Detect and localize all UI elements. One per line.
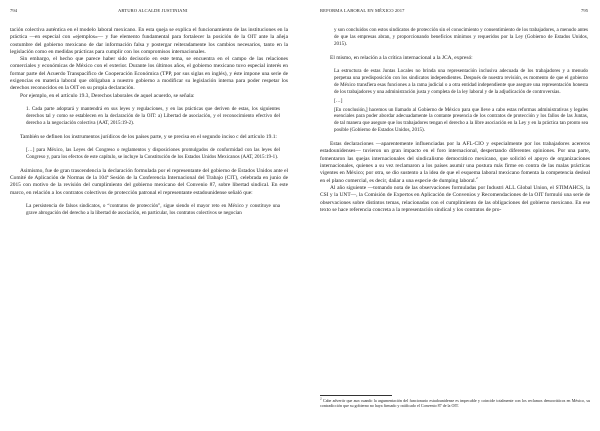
quote-text: La estructura de estas Juntas Locales no brinda una representación inclusiva adecuada de los trabajadores y a menudo perpetua una predisposición con los sindicatos independientes. Después de nuestra revisión, es momento de que el gobierno de México transfiera esas funciones a la rama judicial o a otra entidad independiente que asegure una representación honesta de los trabajadores y una administración justa y completa de la ley laboral y de la adjudicación de controversias. bbox=[334, 68, 588, 95]
paragraph bbox=[320, 141, 590, 185]
footnote-number: 2 bbox=[320, 396, 322, 401]
paragraph: También se definen los instrumentos jurídicos de los países parte, y se precisa en el segundo inciso c del artículo 19.1: bbox=[20, 133, 277, 140]
block-quote bbox=[334, 68, 588, 134]
footnote-text: Cabe advertir que aun cuando la argumentación del funcionario estadounidense es impecable y coincide totalmente con los reclamos democráticos en México, su contradicción que su gobierno no haya firmado y ratificado el Convenio 87 de la OIT. bbox=[320, 398, 590, 409]
paragraph-text: Estas declaraciones —aparentemente influenciadas por la AFL-CIO y especialmente por los trabajadores acereros estadounidenses— tuvieron un gran impacto en el foro internacional, despertando diferentes opiniones. Por una parte, fomentaron las quejas internacionales del sindicalismo democrático mexicano, que solicitó el apoyo de organizaciones internacionales, quienes a su vez reclamaron a los países asumir una postura más firme en contra de las malas prácticas vigentes en México; por otra, se dio sustento a la idea de que el esquema laboral mexicano fomenta la competencia desleal en el plano comercial, es decir, dañar a una especie de dumping laboral. bbox=[320, 141, 590, 184]
paragraph: Sin embargo, el hecho que parece haber sido decisorio en este tema, se encuentra en el campo de las relaciones comerciales y económicas de México con el exterior. Durante los últimos años, el gobierno mexicano tuvo especial interés en formar parte del Acuerdo Transpacífico de Cooperación Económica (TPP, por sus siglas en inglés), y éste impone una serie de exigencias en materia laboral que obligaban a nuestro gobierno a modificar su legislación interna para poder respetar los derechos reconocidos en la OIT en su propia declaración. bbox=[10, 56, 288, 92]
quote-text: [En conclusión,] hacemos un llamado al Gobierno de México para que lleve a cabo estas reformas administrativas y legales esenciales para poder abordar adecuadamente la contante presencia de los contratos de protección y los fallos de las Juntas, de tal manera que asegure que los trabajadores tengan el derecho a la libre asociación en la Ley y en la práctica tan pronto sea posible (Gobierno de Estados Unidos, 2015). bbox=[334, 106, 588, 134]
paragraph: Asimismo, fue de gran trascendencia la declaración formulada por el representante del gobierno de Estados Unidos ante el Comité de Aplicación de Normas de la 104ª Sesión de la Conferencia Internacional del Trabajo (CIT), celebrada en junio de 2015 con motivo de la revisión del cumplimiento del gobierno mexicano del Convenio 87, sobre libertad sindical. En este marco, en relación a los contratos colectivos de protección patronal el representante estadounidense señaló que: bbox=[10, 167, 288, 196]
left-page-number: 794 bbox=[10, 8, 18, 13]
right-page-body bbox=[320, 27, 590, 214]
quote-text: y son concluidos con estos sindicatos de protección sin el conocimiento y consentimiento de los trabajadores, a menudo antes de que las empresas abran, y proporcionando beneficios mínimos y requeridos por la Ley (Gobierno de Estados Unidos, 2015). bbox=[334, 27, 588, 47]
right-page-number: 795 bbox=[581, 8, 589, 13]
footnote-rule bbox=[320, 395, 392, 396]
quote-text: La persistencia de falsos sindicatos, o “contratos de protección”, sigue siendo el mayor reto en México y constituye una grave abrogación del derecho a la libertad de asociación, en particular, los contratos colectivos se negocian bbox=[26, 202, 280, 216]
right-running-head: REFORMA LABORAL EN MÉXICO 2017 bbox=[320, 8, 405, 13]
left-page bbox=[0, 0, 296, 431]
left-page-body bbox=[10, 27, 288, 217]
paragraph: El mismo, en relación a la crítica internacional a la JCA, expresó: bbox=[330, 54, 473, 61]
footnote bbox=[320, 398, 590, 409]
paragraph: Al año siguiente —tomando nota de las observaciones formuladas por Industri ALL Global Union, el STIMAHCS, la CSI y la UNT—, la Comisión de Expertos en Aplicación de Convenios y Recomendaciones de la OIT formuló una serie de observaciones sobre distintos temas, relacionadas con el cumplimiento de las obligaciones del gobierno mexicano. En ese texto se hace referencia concreta a la representación sindical y los contratos de pro- bbox=[320, 184, 590, 213]
footnote-marker[interactable]: 2 bbox=[476, 175, 478, 180]
quote-text: 1. Cada parte adoptará y mantendrá en sus leyes y regulaciones, y en las prácticas que deriven de estas, los siguientes derechos tal y como se establecen en la declaración de la OIT: a) Libertad de asociación, y el reconocimiento efectivo del derecho a la negociación colectiva (AAT, 2015:19-2). bbox=[26, 105, 280, 126]
block-quote-continued bbox=[334, 27, 588, 48]
block-quote bbox=[26, 147, 280, 161]
paragraph: tación colectiva auténtica en el modelo laboral mexicano. En esta queja se explica el funcionamiento de las instituciones en la práctica —en especial con «ejemplos»— y fue elemento fundamental para fortalecer la posición de la OIT ante la añeja costumbre del gobierno mexicano de dar información falsa y postergar reiteradamente los cambios necesarios, tanto en la legislación como en medidas prácticas para cumplir con los compromisos internacionales. bbox=[10, 27, 288, 55]
paragraph: Por ejemplo, en el artículo 19.3, Derechos laborales de aquel acuerdo, se señala: bbox=[20, 92, 195, 99]
block-quote bbox=[26, 203, 280, 217]
quote-ellipsis: […] bbox=[334, 97, 343, 104]
right-page bbox=[304, 0, 600, 431]
left-running-head: ARTURO ALCALDE JUSTINIANI bbox=[118, 8, 188, 13]
quote-text: […] para México, las Leyes del Congreso o reglamentos y disposiciones promulgados de conformidad con las leyes del Congreso y, para los efectos de este capítulo, se incluye la Constitución de los Estados Unidos Mexicanos (AAT, 2015:19-1). bbox=[26, 146, 280, 160]
block-quote bbox=[26, 106, 280, 127]
